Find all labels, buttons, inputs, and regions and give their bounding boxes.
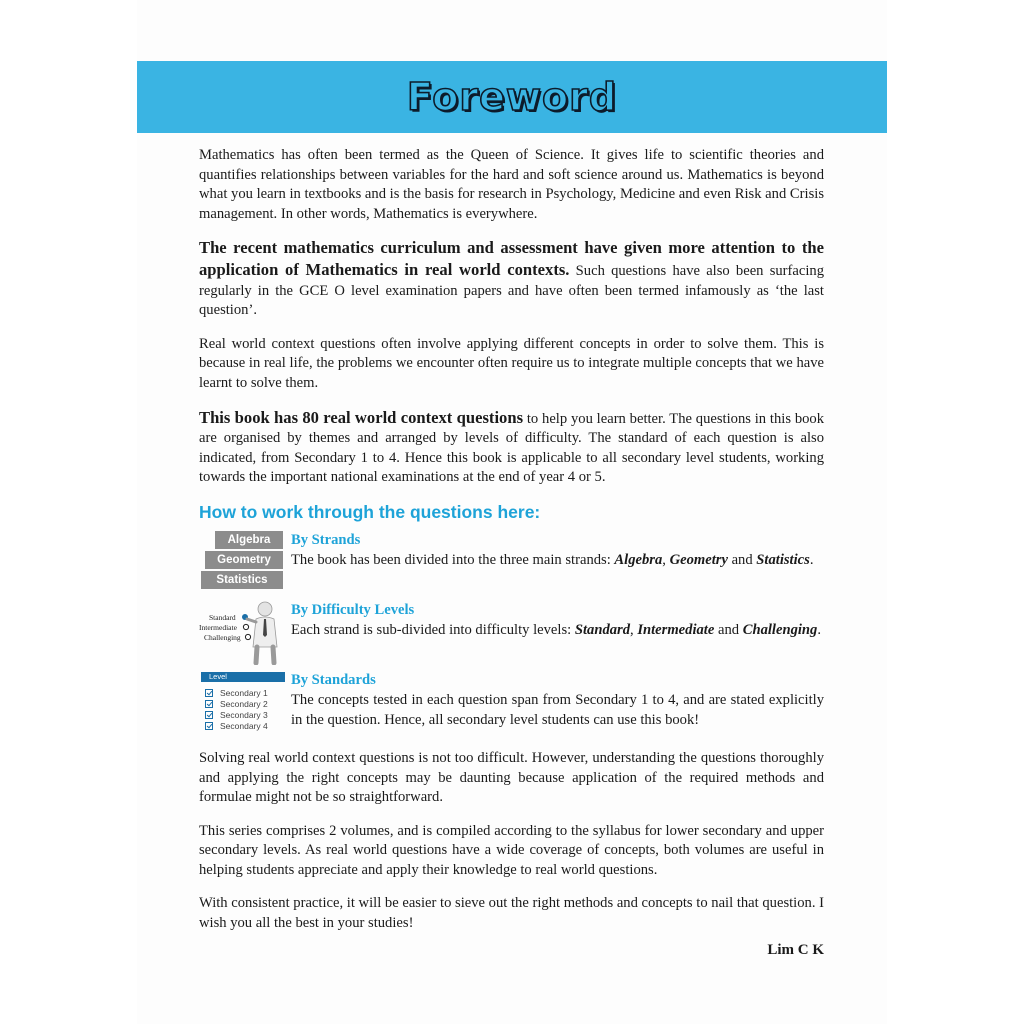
foreword-body <box>199 146 824 948</box>
tag-statistics: Statistics <box>201 571 283 589</box>
difficulty-heading: By Difficulty Levels <box>291 601 415 618</box>
paragraph-3: Real world context questions often involve applying different concepts in order to solve them. This is because in real life, the problems we encounter often require us to integrate multiple concepts that we have learnt to solve them. <box>199 335 824 391</box>
paragraph-6: This series comprises 2 volumes, and is compiled according to the syllabus for lower secondary and upper secondary levels. As real world questions have a wide coverage of concepts, both volumes are useful in helping students appreciate and apply their knowledge to real world questions. <box>199 822 824 878</box>
difficulty-text <box>291 601 824 640</box>
level-row: Secondary 2 <box>205 699 268 709</box>
checkbox-icon <box>205 722 213 730</box>
paragraph-1: Mathematics has often been termed as the Queen of Science. It gives life to scientific theories and quantifies relationships between variables for the hard and soft science around us. Mathematics is beyond what you learn in textbooks and is the basis for research in Psychology, Medicine and even Risk and Crisis management. In other words, Mathematics is everywhere. <box>199 147 824 222</box>
paragraph-4-lead: This book has 80 real world context questions <box>199 407 524 427</box>
checkbox-icon <box>205 711 213 719</box>
paragraph-2-rest: Such questions have also been surfacing regularly in the GCE O level examination papers and have often been termed infamously as ‘the last question’. <box>199 262 824 319</box>
title-banner <box>137 61 887 133</box>
level-row: Secondary 1 <box>205 688 268 698</box>
difficulty-label-standard: Standard <box>209 612 236 622</box>
feature-difficulty <box>199 601 824 665</box>
paragraph-4 <box>199 408 824 488</box>
feature-standards <box>199 671 824 735</box>
paragraph-4-rest: to help you learn better. The questions in this book are organised by themes and arranged by levels of difficulty. The standard of each question is also indicated, from Secondary 1 to 4. Hence this book is applicable to all secondary level students, working towards the important national examinations at the end of year 4 or 5. <box>199 410 825 486</box>
strands-desc: The book has been divided into the three main strands: Algebra, Geometry and Statistics. <box>291 551 814 568</box>
paragraph-5: Solving real world context questions is not too difficult. However, understanding the questions thoroughly and applying the right concepts may be daunting because application of the required methods and formulae might not be so straightforward. <box>199 749 824 806</box>
person-pointing-icon <box>199 601 291 665</box>
strands-text <box>291 531 824 570</box>
level-row: Secondary 3 <box>205 710 268 720</box>
paragraph-2-lead: The recent mathematics curriculum and assessment have given more attention to the application of Mathematics in real world contexts. <box>199 238 824 279</box>
difficulty-graphic <box>199 601 291 665</box>
level-checklist-graphic <box>199 671 291 735</box>
feature-strands <box>199 531 824 591</box>
checkbox-icon <box>205 689 213 697</box>
difficulty-label-intermediate: Intermediate <box>199 622 237 632</box>
page-title: Foreword <box>406 75 618 119</box>
paragraph-2 <box>199 238 824 320</box>
howto-heading: How to work through the questions here: <box>199 501 541 522</box>
checkbox-icon <box>205 700 213 708</box>
level-row: Secondary 4 <box>205 721 268 731</box>
standards-text <box>291 671 824 730</box>
author-signature: Lim C K <box>767 942 824 958</box>
difficulty-label-challenging: Challenging <box>204 632 241 642</box>
strand-tags-graphic <box>199 531 291 591</box>
tag-algebra: Algebra <box>215 531 283 549</box>
standards-desc: The concepts tested in each question span from Secondary 1 to 4, and are stated explicitly in the question. Hence, all secondary level students can use this book! <box>291 691 824 728</box>
standards-heading: By Standards <box>291 671 376 688</box>
level-bar: Level <box>201 672 285 682</box>
difficulty-desc: Each strand is sub-divided into difficulty levels: Standard, Intermediate and Challenging. <box>291 621 821 638</box>
tag-geometry: Geometry <box>205 551 283 569</box>
strands-heading: By Strands <box>291 531 361 548</box>
paragraph-7: With consistent practice, it will be easier to sieve out the right methods and concepts to nail that question. I wish you all the best in your studies! <box>199 895 824 932</box>
